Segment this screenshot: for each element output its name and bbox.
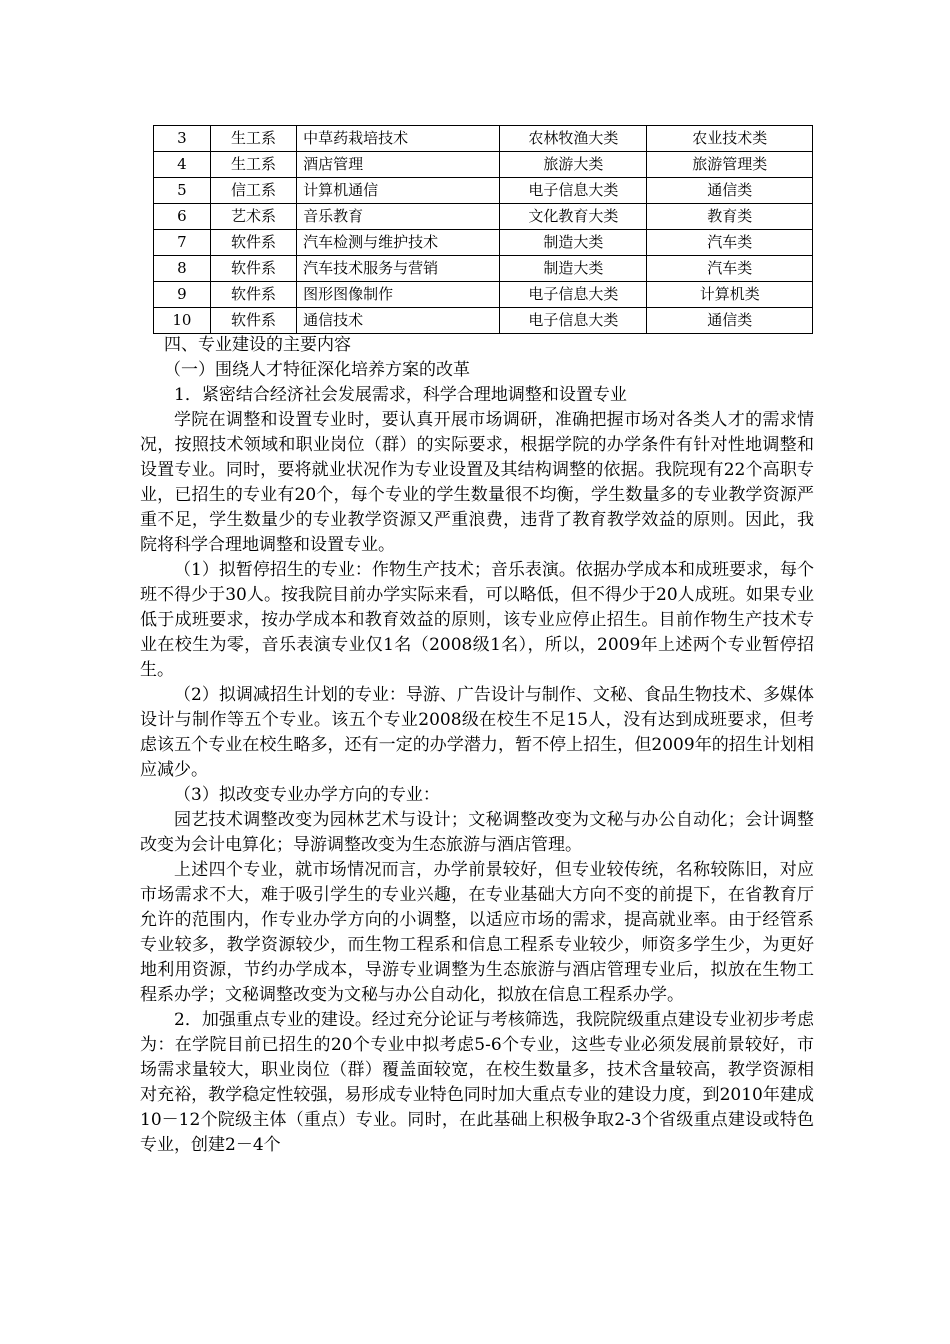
row-number: 6 [154,204,211,230]
table-row [154,126,813,152]
table-row [154,204,813,230]
major-cell: 酒店管理 [297,152,500,178]
subcategory-cell: 通信类 [647,308,813,334]
department-cell: 生工系 [210,126,296,152]
row-number: 7 [154,230,211,256]
subcategory-cell: 计算机类 [647,282,813,308]
major-cell: 汽车检测与维护技术 [297,230,500,256]
major-cell: 计算机通信 [297,178,500,204]
category-cell: 制造大类 [500,256,647,282]
subcategory-cell: 通信类 [647,178,813,204]
row-number: 9 [154,282,211,308]
department-cell: 生工系 [210,152,296,178]
major-cell: 音乐教育 [297,204,500,230]
paragraph: 上述四个专业，就市场情况而言，办学前景较好，但专业较传统，名称较陈旧，对应市场需求不大，难于吸引学生的专业兴趣，在专业基础大方向不变的前提下，在省教育厅允许的范围内，作专业办学方向的小调整，以适应市场的需求，提高就业率。由于经管系专业较多，教学资源较少，而生物工程系和信息工程系专业较少，师资多学生少，为更好地利用资源，节约办学成本，导游专业调整为生态旅游与酒店管理专业后，拟放在生物工程系办学；文秘调整改变为文秘与办公自动化，拟放在信息工程系办学。 [140,860,814,1005]
row-number: 4 [154,152,211,178]
category-cell: 文化教育大类 [500,204,647,230]
table-row [154,256,813,282]
paragraph: 学院在调整和设置专业时，要认真开展市场调研，准确把握市场对各类人才的需求情况，按照技术领域和职业岗位（群）的实际要求，根据学院的办学条件有针对性地调整和设置专业。同时，要将就业状况作为专业设置及其结构调整的依据。我院现有22个高职专业，已招生的专业有20个，每个专业的学生数量很不均衡，学生数量多的专业教学资源严重不足，学生数量少的专业教学资源又严重浪费，违背了教育教学效益的原则。因此，我院将科学合理地调整和设置专业。 [140,410,814,555]
department-cell: 软件系 [210,308,296,334]
major-cell: 通信技术 [297,308,500,334]
table-row [154,152,813,178]
subsection-heading: （一）围绕人才特征深化培养方案的改革 [164,360,470,380]
table-row [154,282,813,308]
row-number: 3 [154,126,211,152]
subcategory-cell: 教育类 [647,204,813,230]
paragraph: （3）拟改变专业办学方向的专业： [174,785,440,805]
paragraph: （1）拟暂停招生的专业：作物生产技术；音乐表演。依据办学成本和成班要求，每个班不得少于30人。按我院目前办学实际来看，可以略低，但不得少于20人成班。如果专业低于成班要求，按办学成本和教育效益的原则，该专业应停止招生。目前作物生产技术专业在校生为零，音乐表演专业仅1名（2008级1名），所以，2009年上述两个专业暂停招生。 [140,560,814,680]
table-row [154,230,813,256]
category-cell: 制造大类 [500,230,647,256]
paragraph: 2．加强重点专业的建设。经过充分论证与考核筛选，我院院级重点建设专业初步考虑为：在学院目前已招生的20个专业中拟考虑5-6个专业，这些专业必须发展前景较好，市场需求量较大，职业岗位（群）覆盖面较宽，在校生数量多，技术含量较高，教学资源相对充裕，教学稳定性较强，易形成专业特色同时加大重点专业的建设力度，到2010年建成10－12个院级主体（重点）专业。同时，在此基础上积极争取2-3个省级重点建设或特色专业，创建2－4个 [140,1010,814,1155]
department-cell: 软件系 [210,282,296,308]
subcategory-cell: 汽车类 [647,230,813,256]
subcategory-cell: 农业技术类 [647,126,813,152]
row-number: 8 [154,256,211,282]
table-row [154,308,813,334]
paragraph: 园艺技术调整改变为园林艺术与设计；文秘调整改变为文秘与办公自动化；会计调整改变为会计电算化；导游调整改变为生态旅游与酒店管理。 [140,810,814,855]
body-text [140,333,814,1158]
major-cell: 图形图像制作 [297,282,500,308]
category-cell: 电子信息大类 [500,308,647,334]
category-cell: 电子信息大类 [500,282,647,308]
paragraph: （2）拟调减招生计划的专业：导游、广告设计与制作、文秘、食品生物技术、多媒体设计与制作等五个专业。该五个专业2008级在校生不足15人，没有达到成班要求，但考虑该五个专业在校生略多，还有一定的办学潜力，暂不停上招生，但2009年的招生计划相应减少。 [140,685,814,780]
department-cell: 软件系 [210,230,296,256]
major-cell: 汽车技术服务与营销 [297,256,500,282]
item-heading: 1．紧密结合经济社会发展需求，科学合理地调整和设置专业 [174,385,627,405]
category-cell: 旅游大类 [500,152,647,178]
category-cell: 农林牧渔大类 [500,126,647,152]
department-cell: 软件系 [210,256,296,282]
row-number: 5 [154,178,211,204]
subcategory-cell: 汽车类 [647,256,813,282]
majors-table [153,125,813,334]
row-number: 10 [154,308,211,334]
category-cell: 电子信息大类 [500,178,647,204]
department-cell: 艺术系 [210,204,296,230]
department-cell: 信工系 [210,178,296,204]
table-row [154,178,813,204]
major-cell: 中草药栽培技术 [297,126,500,152]
subcategory-cell: 旅游管理类 [647,152,813,178]
section-heading: 四、专业建设的主要内容 [164,335,351,355]
